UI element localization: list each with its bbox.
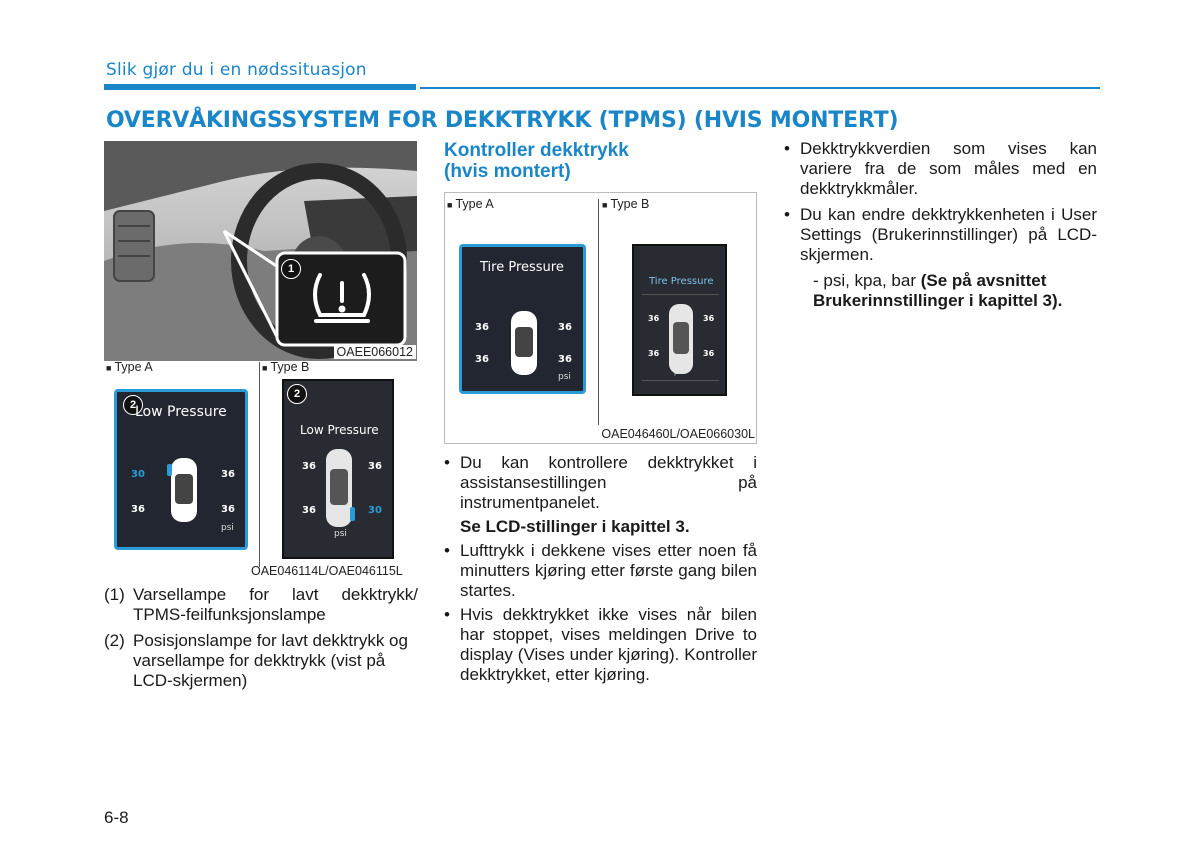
tire-fl: 30	[131, 469, 145, 480]
note-2	[104, 631, 418, 691]
right-sub-bold: (Se på avsnittet Brukerinnstillinger i kapittel 3).	[813, 271, 1063, 310]
mid-type-a-label: ■ Type A	[447, 197, 494, 211]
mid-tire-rr-b: 36	[703, 349, 715, 358]
mid-bullet-2-text: Lufttrykk i dekkene vises etter noen få minutters kjøring etter første gang bilen startes.	[460, 541, 757, 600]
mid-image-code: OAE046460L/OAE066030L	[601, 427, 755, 441]
lcd-tire-pressure-type-a	[459, 244, 586, 394]
dashboard-illustration	[104, 141, 417, 361]
right-bullet-2	[784, 205, 1097, 265]
section-title: Slik gjør du i en nødssituasjon	[106, 60, 367, 80]
mid-divider	[598, 199, 599, 425]
right-bullets	[784, 139, 1097, 311]
bullet-dot: •	[784, 139, 790, 158]
mid-bullet-3-text: Hvis dekktrykket ikke vises når bilen har stoppet, vises meldingen Drive to display (Vises under kjøring). Kontroller dekktrykket, etter kjøring.	[460, 605, 757, 684]
tire-rl-b: 36	[302, 505, 316, 516]
right-bullet-2-text: Du kan endre dekktrykkenheten i User Settings (Brukerinnstillinger) på LCD-skjermen.	[800, 205, 1097, 264]
mid-bullet-1	[444, 453, 757, 537]
mid-tire-fr-b: 36	[703, 314, 715, 323]
mid-bullet-1-text: Du kan kontrollere dekktrykket i assistansestillingen på instrumentpanelet.	[460, 453, 757, 512]
mid-tire-rl-a: 36	[475, 354, 489, 365]
type-b-label: ■ Type B	[262, 360, 310, 374]
header-bar-thick	[104, 84, 416, 90]
lcd-low-pressure-type-b	[282, 379, 394, 559]
header-bar-thin	[420, 87, 1100, 89]
right-sub-item	[813, 271, 1097, 311]
note-2-text: Posisjonslampe for lavt dekktrykk og varsellampe for dekktrykk (vist på LCD-skjermen)	[133, 631, 408, 690]
lcd-low-pressure-type-a	[114, 389, 248, 550]
divider-line	[259, 362, 260, 567]
lcd-b-separator	[642, 294, 719, 295]
callout-2-badge: 2	[123, 395, 143, 415]
tire-rl: 36	[131, 504, 145, 515]
note-1-num: (1)	[104, 585, 125, 604]
bullet-dot: •	[784, 205, 790, 224]
cluster-image-code: OAE046114L/OAE046115L	[251, 564, 403, 578]
bullet-dot: •	[444, 541, 450, 560]
photo-code: OAEE066012	[334, 345, 416, 359]
bullet-dot: •	[444, 453, 450, 472]
subheading	[444, 140, 629, 182]
pressure-unit-b: psi	[334, 529, 347, 539]
tire-fl-b: 36	[302, 461, 316, 472]
pressure-unit: psi	[221, 523, 234, 533]
right-bullet-1-text: Dekktrykkverdien som vises kan variere fra de som måles med en dekktrykkmåler.	[800, 139, 1097, 198]
note-2-num: (2)	[104, 631, 125, 650]
callout-2-badge-b: 2	[287, 384, 307, 404]
bullet-dot: •	[444, 605, 450, 624]
mid-unit-a: psi	[558, 372, 571, 382]
tire-rr-b: 30	[368, 505, 382, 516]
mid-car-icon-b	[667, 302, 695, 376]
dashboard-photo	[104, 141, 417, 361]
mid-tire-rl-b: 36	[648, 349, 660, 358]
mid-tire-fr-a: 36	[558, 322, 572, 333]
lcd-b-separator-2	[642, 380, 719, 381]
mid-bullet-3	[444, 605, 757, 685]
tire-fr-b: 36	[368, 461, 382, 472]
mid-tire-fl-b: 36	[648, 314, 660, 323]
mid-bullet-2	[444, 541, 757, 601]
lcd-title: Low Pressure	[135, 404, 227, 420]
mid-unit-b: psi	[674, 368, 685, 376]
tire-rr: 36	[221, 504, 235, 515]
right-bullet-1	[784, 139, 1097, 199]
mid-type-b-label: ■ Type B	[602, 197, 650, 211]
car-top-icon-b	[322, 447, 356, 531]
mid-car-icon-a	[508, 309, 540, 377]
note-1	[104, 585, 418, 625]
callout-1-badge: 1	[281, 259, 301, 279]
mid-lcd-title-a: Tire Pressure	[480, 260, 564, 275]
lcd-tire-pressure-type-b	[632, 244, 727, 396]
lcd-title-b: Low Pressure	[300, 423, 379, 437]
page-title: OVERVÅKINGSSYSTEM FOR DEKKTRYKK (TPMS) (HVIS MONTERT)	[106, 108, 899, 133]
mid-bullets	[444, 453, 757, 685]
car-top-icon	[167, 456, 201, 526]
mid-bullet-1-ref: Se LCD-stillinger i kapittel 3.	[460, 517, 690, 536]
mid-lcd-title-b: Tire Pressure	[649, 276, 714, 287]
subheading-line1: Kontroller dekktrykk	[444, 140, 629, 161]
type-a-label: ■ Type A	[106, 360, 153, 374]
right-sub-prefix: - psi, kpa, bar	[813, 271, 921, 290]
subheading-line2: (hvis montert)	[444, 161, 571, 182]
tire-pressure-figure	[444, 192, 757, 444]
tire-fr: 36	[221, 469, 235, 480]
page-number: 6-8	[104, 808, 129, 827]
mid-tire-fl-a: 36	[475, 322, 489, 333]
mid-tire-rr-a: 36	[558, 354, 572, 365]
note-1-text: Varsellampe for lavt dekktrykk/ TPMS-feilfunksjonslampe	[133, 585, 418, 624]
